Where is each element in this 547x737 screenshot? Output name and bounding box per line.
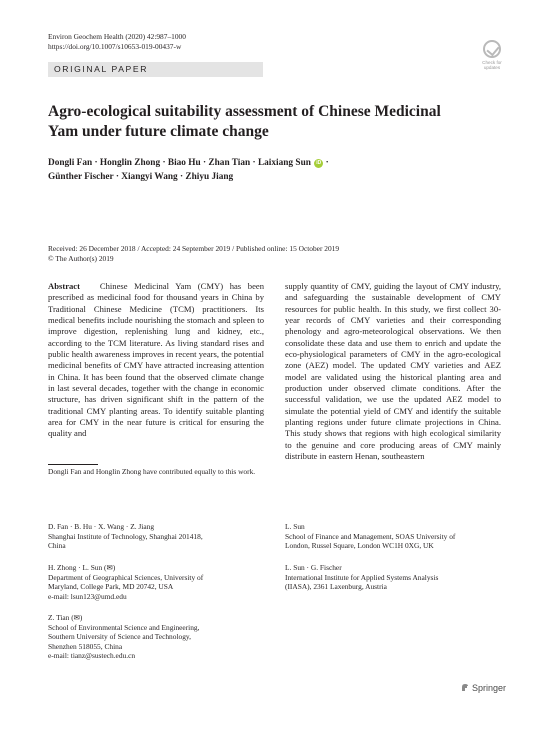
publisher-name: Springer: [472, 683, 507, 693]
springer-horse-icon: [460, 683, 470, 692]
badge-line-2: updates: [483, 65, 501, 70]
copyright: © The Author(s) 2019: [48, 254, 114, 263]
affiliation-line: (IIASA), 2361 Laxenburg, Austria: [285, 582, 387, 592]
title-line-2: Yam under future climate change: [48, 123, 269, 140]
badge-line-1: Check for: [482, 60, 502, 65]
springer-logo: [460, 683, 506, 693]
affiliation-line: Department of Geographical Sciences, University of: [48, 572, 204, 582]
affiliation-1: [48, 522, 264, 551]
orcid-icon[interactable]: iD: [316, 160, 322, 166]
affiliation-line: Shenzhen 518055, China: [48, 641, 123, 651]
dates-history: Received: 26 December 2018 / Accepted: 24 September 2019 / Published online: 15 October 2019: [48, 244, 340, 253]
affiliation-line: Maryland, College Park, MD 20742, USA: [48, 582, 174, 592]
publication-dates: [48, 244, 339, 264]
affiliation-names: H. Zhong · L. Sun (✉): [48, 563, 116, 572]
doi-link[interactable]: https://doi.org/10.1007/s10653-019-00437-w: [48, 41, 182, 51]
affiliation-line: China: [48, 541, 66, 551]
affiliation-line: Southern University of Science and Technology,: [48, 632, 191, 642]
authors-text-1: Dongli Fan · Honglin Zhong · Biao Hu · Zhan Tian · Laixiang Sun: [48, 158, 311, 168]
affiliation-line: School of Environmental Science and Engineering,: [48, 622, 200, 632]
abstract-text-left: Chinese Medicinal Yam (CMY) has been prescribed as medicinal food for thousand years in China by Traditional Chinese Medicine (TCM) practitioners. Its medical benefits include nourishing the stomach and spleen to improve digestion, replenishing lung and kidney, etc., according to the TCM literature. As living standard rises and public health awareness improves in recent years, the potential medicinal benefits of CMY have attracted increasing attention in China. It has been found that the observed climate change in last several decades, together with the change in economic structure, has driven significant shift in the pattern of the traditional CMY planting areas. To identify suitable planting area for CMY in the near future is critical for ensuring the quality and: [48, 281, 264, 439]
check-icon: [483, 40, 501, 58]
affiliation-names: D. Fan · B. Hu · X. Wang · Z. Jiang: [48, 522, 155, 531]
affiliation-names: Z. Tian (✉): [48, 613, 83, 622]
journal-header: [48, 32, 186, 51]
abstract-right-column: [285, 281, 501, 517]
section-label-band: [48, 62, 263, 77]
title-line-1: Agro-ecological suitability assessment of Chinese Medicinal: [48, 103, 441, 120]
journal-citation: Environ Geochem Health (2020) 42:987–1000: [48, 32, 186, 41]
affiliation-line: Shanghai Institute of Technology, Shanghai 201418,: [48, 531, 203, 541]
author-line-1: [48, 156, 508, 170]
email-link[interactable]: e-mail: tianz@sustech.edu.cn: [48, 651, 136, 661]
affiliation-5: [285, 563, 501, 592]
contribution-note: Dongli Fan and Honglin Zhong have contributed equally to this work.: [48, 467, 256, 476]
affiliation-line: International Institute for Applied Systems Analysis: [285, 572, 439, 582]
author-list: [48, 156, 508, 184]
abstract-left-column: [48, 281, 264, 458]
affiliation-3: [48, 613, 264, 661]
check-for-updates-badge[interactable]: [480, 40, 504, 74]
authors-separator: ·: [323, 158, 329, 168]
affiliation-line: School of Finance and Management, SOAS University of: [285, 531, 456, 541]
paper-title: [48, 102, 508, 142]
affiliation-2: [48, 563, 264, 601]
abstract-text-right: supply quantity of CMY, guiding the layout of CMY industry, and safeguarding the sustainable development of CMY resources for public health. In this study, we first collect 30-year records of CMY varieties and their corresponding phenology and agro-meteorological observations. We then consolidate these data and use them to enrich and update the eco-physiological parameters of CMY in the agro-ecological zone (AEZ) model. The updated CMY varieties and AEZ model are validated using the historical planting area and production under observed climate conditions. After the successful validation, we use the updated AEZ model to simulate the potential yield of CMY and identify the suitable planting regions under future climate projections in China. This study shows that regions with high ecological similarity to the genuine and core producing areas of CMY mainly distribute in eastern Henan, southeastern: [285, 281, 501, 462]
abstract-heading: Abstract: [48, 281, 80, 291]
email-link[interactable]: e-mail: lsun123@umd.edu: [48, 591, 127, 601]
affiliation-names: L. Sun · G. Fischer: [285, 563, 342, 572]
affiliation-names: L. Sun: [285, 522, 305, 531]
footnote-rule: [48, 464, 98, 465]
section-label: ORIGINAL PAPER: [54, 64, 149, 74]
author-line-2: Günther Fischer · Xiangyi Wang · Zhiyu Jiang: [48, 172, 234, 182]
affiliation-line: London, Russel Square, London WC1H 0XG, UK: [285, 541, 434, 551]
affiliation-4: [285, 522, 501, 551]
